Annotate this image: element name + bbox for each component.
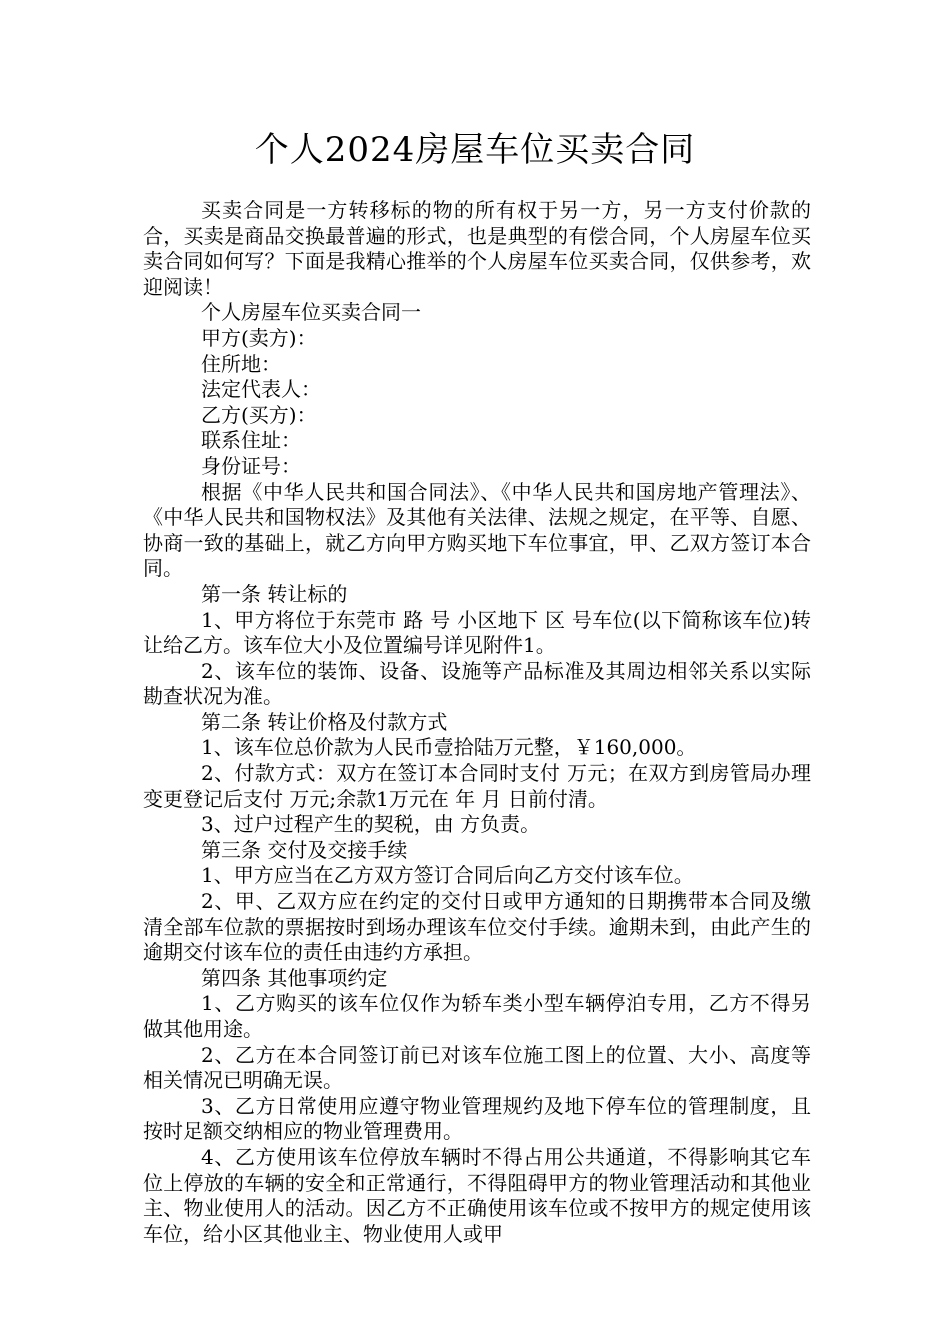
- legal-rep-field: 法定代表人：: [201, 377, 321, 402]
- article-1-clause-1: 1、甲方将位于东莞市 路 号 小区地下 区 号车位(以下简称该车位)转让给乙方。该车位大小及位置编号详见附件1。: [143, 607, 811, 658]
- article-4-clause-3: 3、乙方日常使用应遵守物业管理规约及地下停车位的管理制度，且按时足额交纳相应的物业管理费用。: [143, 1093, 811, 1144]
- article-1-clause-2: 2、该车位的装饰、设备、设施等产品标准及其周边相邻关系以实际勘查状况为准。: [143, 658, 811, 709]
- party-a-field: 甲方(卖方)：: [201, 325, 317, 350]
- paragraph-basis: 根据《中华人民共和国合同法》、《中华人民共和国房地产管理法》、《中华人民共和国物权法》及其他有关法律、法规之规定，在平等、自愿、协商一致的基础上，就乙方向甲方购买地下车位事宜，甲、乙双方签订本合同。: [143, 479, 811, 581]
- article-2-clause-1: 1、该车位总价款为人民币壹拾陆万元整，￥160,000。: [201, 735, 697, 760]
- contact-address-field: 联系住址：: [201, 428, 301, 453]
- document-title: 个人2024房屋车位买卖合同: [254, 130, 696, 170]
- id-number-field: 身份证号：: [201, 453, 301, 478]
- article-3-heading: 第三条 交付及交接手续: [201, 837, 408, 862]
- article-2-clause-3: 3、过户过程产生的契税，由 方负责。: [201, 812, 541, 837]
- article-2-clause-2: 2、付款方式：双方在签订本合同时支付 万元；在双方到房管局办理变更登记后支付 万元;余款1万元在 年 月 日前付清。: [143, 761, 811, 811]
- paragraph-intro: 买卖合同是一方转移标的物的所有权于另一方，另一方支付价款的合，买卖是商品交换最普遍的形式，也是典型的有偿合同，个人房屋车位买卖合同如何写？下面是我精心推举的个人房屋车位买卖合同，仅供参考，欢迎阅读！: [143, 198, 811, 299]
- address-field: 住所地：: [201, 351, 281, 376]
- article-2-heading: 第二条 转让价格及付款方式: [201, 709, 448, 734]
- party-b-field: 乙方(买方)：: [201, 402, 317, 427]
- article-3-clause-1: 1、甲方应当在乙方双方签订合同后向乙方交付该车位。: [201, 863, 694, 888]
- article-4-clause-2: 2、乙方在本合同签订前已对该车位施工图上的位置、大小、高度等相关情况已明确无误。: [143, 1042, 811, 1093]
- article-3-clause-2: 2、甲、乙双方应在约定的交付日或甲方通知的日期携带本合同及缴清全部车位款的票据按时到场办理该车位交付手续。逾期未到，由此产生的逾期交付该车位的责任由违约方承担。: [143, 889, 811, 965]
- document-body: [143, 198, 811, 1247]
- article-4-clause-1: 1、乙方购买的该车位仅作为轿车类小型车辆停泊专用，乙方不得另做其他用途。: [143, 991, 811, 1041]
- article-4-heading: 第四条 其他事项约定: [201, 965, 388, 990]
- article-4-clause-4: 4、乙方使用该车位停放车辆时不得占用公共通道，不得影响其它车位上停放的车辆的安全和正常通行，不得阻碍甲方的物业管理活动和其他业主、物业使用人的活动。因乙方不正确使用该车位或不按甲方的规定使用该车位，给小区其他业主、物业使用人或甲: [143, 1144, 811, 1246]
- article-1-heading: 第一条 转让标的: [201, 581, 348, 606]
- contract-heading: 个人房屋车位买卖合同一: [201, 300, 421, 325]
